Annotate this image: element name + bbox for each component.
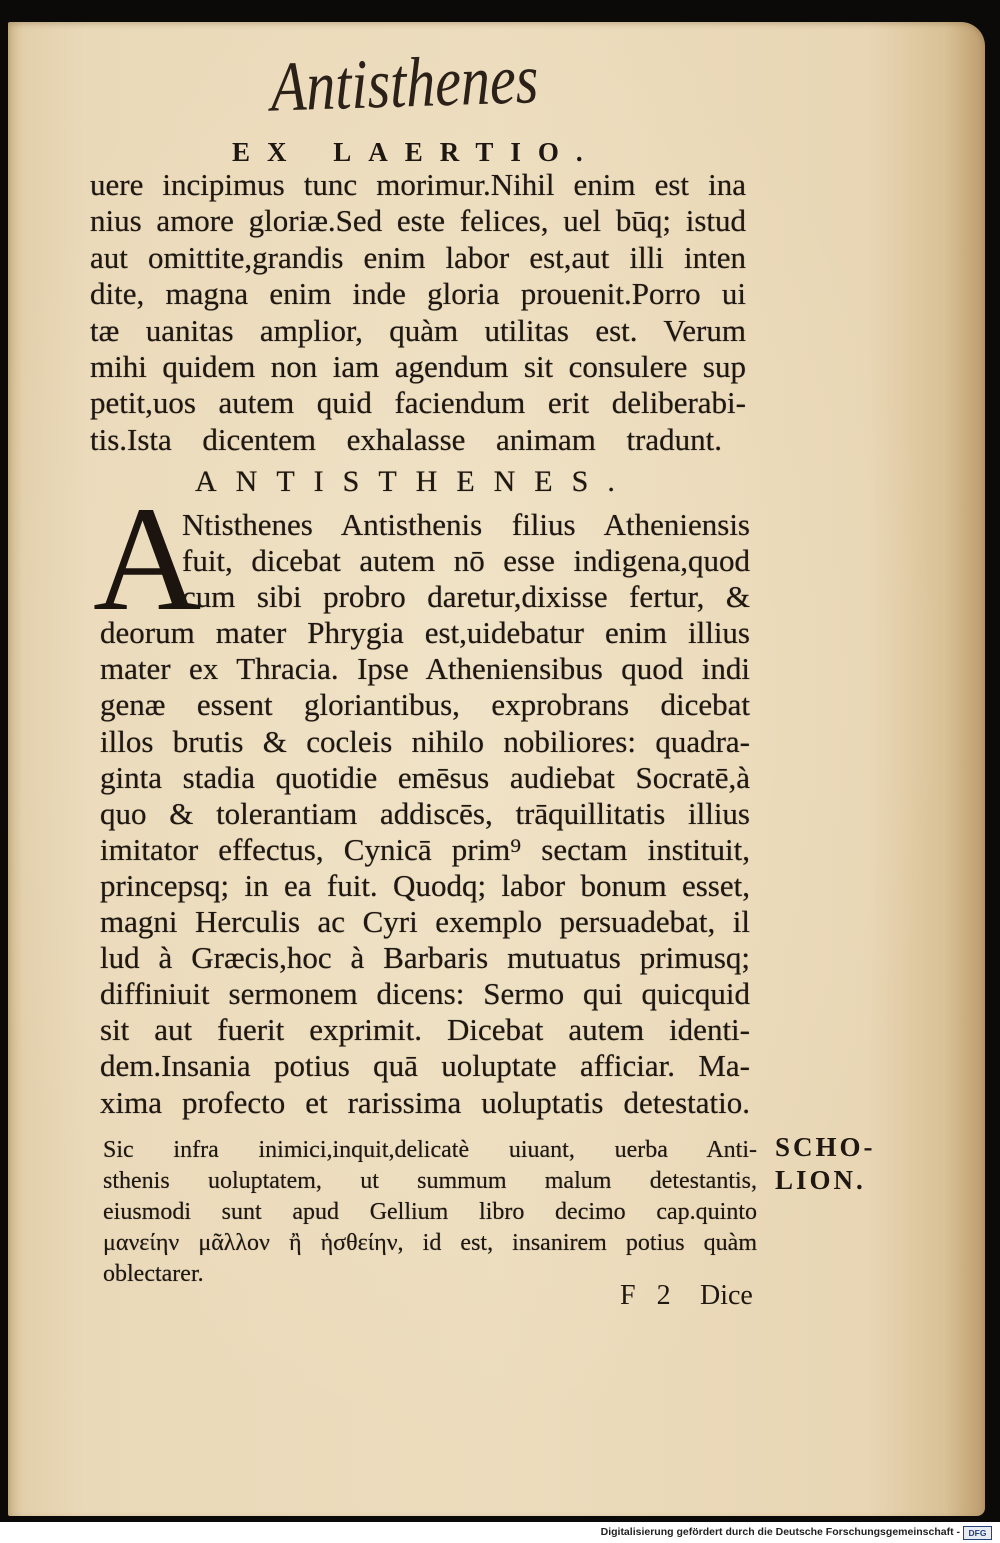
text-line: fuit, dicebat autem nō esse indigena,quod [182, 543, 750, 579]
dfg-logo: DFG [963, 1526, 992, 1540]
scholion-line: sthenis uoluptatem, ut summum malum detestantis, [103, 1168, 757, 1194]
text-line: mihi quidem non iam agendum sit consulere sup [90, 348, 746, 384]
drop-cap: A [93, 476, 202, 642]
running-head: EX LAERTIO. [232, 137, 600, 167]
scholion-line: μανείην μᾶλλον ἢ ἡσθείην, id est, insanirem potius quàm [103, 1230, 757, 1256]
footer-credit: Digitalisierung gefördert durch die Deutsche Forschungsgemeinschaft - [600, 1526, 960, 1538]
digitization-footer [0, 1522, 1000, 1543]
text-line: mater ex Thracia. Ipse Atheniensibus quod indi [100, 651, 750, 687]
scholion-line: eiusmodi sunt apud Gellium libro decimo cap.quinto [103, 1199, 757, 1225]
text-line: petit,uos autem quid faciendum erit deliberabi- [90, 385, 746, 421]
handwritten-annotation: Antisthenes [270, 38, 540, 127]
margin-note [775, 1131, 876, 1197]
text-line: uere incipimus tunc morimur.Nihil enim est ina [90, 167, 746, 202]
text-line: genæ essent gloriantibus, exprobrans dicebat [100, 687, 750, 723]
scholion-line: Sic infra inimici,inquit,delicatè uiuant, uerba Anti- [103, 1137, 757, 1163]
text-line: illos brutis & cocleis nihilo nobiliores: quadra- [100, 723, 750, 759]
text-line: magni Herculis ac Cyri exemplo persuadebat, il [100, 904, 750, 940]
text-line: aut omittite,grandis enim labor est,aut illi inten [90, 239, 746, 275]
text-line: lud à Græcis,hoc à Barbaris mutuatus primusq; [100, 940, 750, 976]
text-block-laertius-end [90, 167, 746, 458]
text-line: imitator effectus, Cynicā prim⁹ sectam instituit, [100, 831, 750, 867]
text-line: cum sibi probro daretur,dixisse fertur, & [182, 579, 750, 615]
catchword: Dice [700, 1280, 753, 1311]
text-line: princepsq; in ea fuit. Quodq; labor bonum esset, [100, 867, 750, 903]
signature-mark: F 2 [620, 1280, 671, 1311]
scholion-block [103, 1135, 757, 1290]
text-line: tæ uanitas amplior, quàm utilitas est. Verum [90, 312, 746, 348]
text-line: deorum mater Phrygia est,uidebatur enim illius [100, 615, 750, 651]
margin-note-line: SCHO- [775, 1132, 876, 1162]
text-line: tis.Ista dicentem exhalasse animam tradunt. [90, 421, 722, 457]
text-line: xima profecto et rarissima uoluptatis detestatio. [100, 1084, 750, 1120]
text-line: nius amore gloriæ.Sed este felices, uel būq; istud [90, 203, 746, 239]
book-page [8, 22, 985, 1516]
text-line: dite, magna enim inde gloria prouenit.Porro ui [90, 276, 746, 312]
text-line: ginta stadia quotidie emēsus audiebat Socratē,à [100, 759, 750, 795]
text-line: diffiniuit sermonem dicens: Sermo qui quicquid [100, 976, 750, 1012]
text-line: quo & tolerantiam addiscēs, trāquillitatis illius [100, 795, 750, 831]
section-heading: ANTISTHENES. [195, 465, 634, 498]
text-line: dem.Insania potius quā uoluptate afficiar. Ma- [100, 1048, 750, 1084]
text-block-antisthenes [100, 507, 750, 1121]
margin-note-line: LION. [775, 1165, 866, 1195]
scholion-line: oblectarer. [103, 1261, 204, 1287]
text-line: sit aut fuerit exprimit. Dicebat autem identi- [100, 1012, 750, 1048]
text-line: Ntisthenes Antisthenis filius Atheniensis [182, 507, 750, 542]
